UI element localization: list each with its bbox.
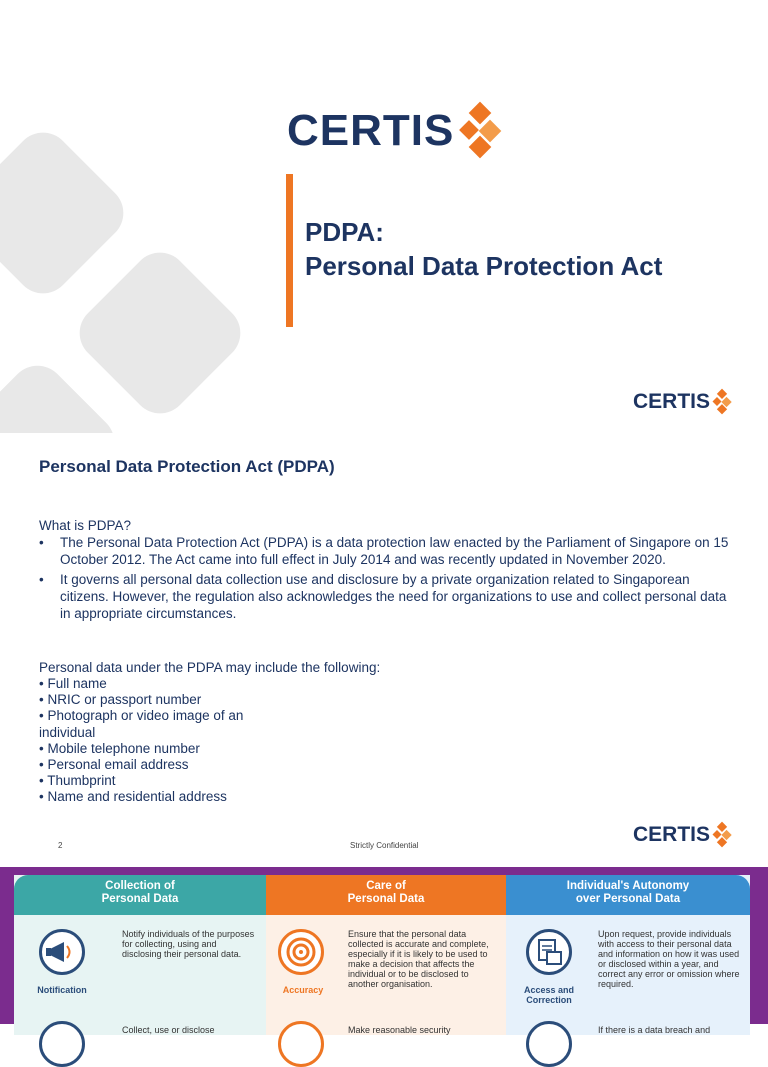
column-text-next: Collect, use or disclose — [122, 1025, 215, 1035]
logo-diamond-icon — [712, 822, 732, 848]
page-number: 2 — [58, 841, 63, 850]
confidential-label: Strictly Confidential — [350, 841, 419, 850]
list-item: • Photograph or video image of an individual — [39, 708, 244, 740]
logo-text: CERTIS — [633, 823, 711, 846]
bullet-list — [39, 534, 739, 625]
column-text-next: If there is a data breach and — [598, 1025, 711, 1035]
column-text: Ensure that the personal data collected is accurate and complete, especially if it is likely to be used to make a decision that affects the individual or to be disclosed to another organisation. — [348, 929, 489, 989]
logo-text: CERTIS — [633, 390, 711, 413]
personal-data-list — [39, 676, 259, 806]
list-item: • NRIC or passport number — [39, 692, 202, 708]
logo-diamond-icon — [458, 103, 502, 159]
column-collection — [14, 875, 266, 1035]
column-header: Collection of Personal Data — [14, 875, 266, 915]
slide-title: Personal Data Protection Act (PDPA) — [39, 457, 335, 476]
icon-label: Notification — [37, 985, 87, 995]
certis-logo — [287, 103, 502, 159]
obligations-panel — [14, 875, 750, 1035]
alert-icon — [526, 1021, 572, 1067]
document-icon — [526, 929, 572, 975]
list-item: • Full name — [39, 676, 107, 691]
certis-corner-logo — [633, 389, 732, 415]
column-care — [266, 875, 506, 1035]
column-header: Care of Personal Data — [266, 875, 506, 915]
personal-data-intro: Personal data under the PDPA may include the following: — [39, 660, 381, 675]
pdpa-obligations-slide — [0, 867, 768, 1035]
megaphone-icon — [39, 929, 85, 975]
list-item: • The Personal Data Protection Act (PDPA) is a data protection law enacted by the Parliament of Singapore on 15 October 2012. The Act came into full effect in July 2014 and was recently updated in November 2020. — [39, 534, 739, 568]
question-text: What is PDPA? — [39, 518, 132, 533]
shield-icon — [278, 1021, 324, 1067]
column-text-next: Make reasonable security — [348, 1025, 451, 1035]
target-icon — [278, 929, 324, 975]
pdpa-overview-slide — [0, 433, 768, 867]
title-line-2: Personal Data Protection Act — [305, 251, 663, 281]
background-diamond — [0, 121, 135, 305]
data-icon — [39, 1021, 85, 1067]
background-diamond — [68, 241, 252, 425]
icon-label: Accuracy — [282, 985, 324, 995]
list-item: • It governs all personal data collection use and disclosure by a private organization related to Singaporean citizens. However, the regulation also acknowledges the need for organizations to use and collect personal data in appropriate circumstances. — [39, 571, 739, 622]
title-line-1: PDPA: — [305, 217, 384, 247]
title-slide — [0, 0, 768, 433]
list-item: • Mobile telephone number — [39, 740, 200, 756]
logo-text: CERTIS — [287, 106, 455, 155]
list-item: • Name and residential address — [39, 789, 227, 805]
certis-corner-logo — [633, 822, 732, 848]
logo-diamond-icon — [712, 389, 732, 415]
icon-label: Access and Correction — [523, 985, 575, 1005]
slide-title — [305, 215, 662, 283]
list-item: • Thumbprint — [39, 773, 116, 789]
column-header: Individual's Autonomy over Personal Data — [506, 875, 750, 915]
column-text: Upon request, provide individuals with access to their personal data and information on how it was used or disclosed within a year, and correct any error or omission where required. — [598, 929, 740, 989]
column-text: Notify individuals of the purposes for collecting, using and disclosing their personal data. — [122, 929, 255, 959]
accent-bar — [286, 174, 293, 327]
list-item: • Personal email address — [39, 757, 189, 773]
column-autonomy — [506, 875, 750, 1035]
